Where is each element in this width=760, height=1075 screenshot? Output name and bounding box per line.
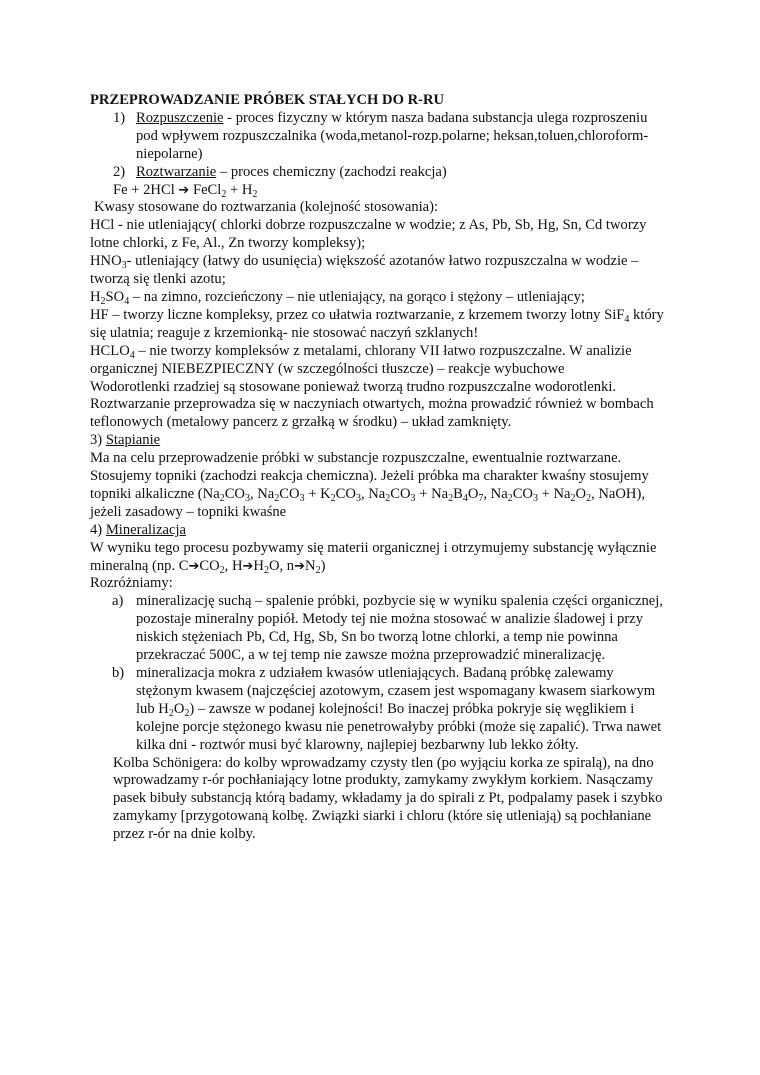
page-title: PRZEPROWADZANIE PRÓBEK STAŁYCH DO R-RU xyxy=(90,92,445,108)
term-roztwarzanie: Roztwarzanie xyxy=(136,163,217,180)
hydroxides-note: Wodorotlenki rzadziej są stosowane ponieważ tworzą trudno rozpuszczalne wodorotlenki. xyxy=(90,378,617,395)
term-mineralizacja: Mineralizacja xyxy=(105,521,187,538)
right-arrow-icon: ➔ xyxy=(242,558,254,574)
list-item-1: 1) Rozpuszczenie - proces fizyczny w którym nasza badana substancja ulega rozproszeniu pod wpływem rozpuszczalnika (woda,metanol-rozp.polarne; heksan,toluen,chloroform-niepolarne) xyxy=(90,110,670,164)
term-stapianie: Stapianie xyxy=(105,432,161,449)
right-arrow-icon: ➔ xyxy=(188,558,200,574)
acid-hno3: $HNO_3-$ utleniający (łatwy do usunięcia) większość azotanów łatwo rozpuszczalna w wodzie – tworzą się tlenki azotu; xyxy=(90,253,639,288)
section-4-heading: 4) Mineralizacja xyxy=(90,521,187,538)
wet-mineralization-text: mineralizacja mokra z udziałem kwasów utleniających. Badaną próbkę zalewamy stężonym kwasem (najczęściej azotowym, czasem jest wspomagany kwasem siarkowym lub $H_2O_2$) – zawsze w podanej kolejności! Bo inaczej próbka pokryje się węglikiem i kolejne porcje stężonego kwasu nie penetrowałyby próbki (może się zapalić). Trwa nawet kilka dni - roztwór musi być klarowny, najlepiej bezbarwny lub lekko żółty. xyxy=(136,665,662,753)
list-letter: a) xyxy=(112,593,124,610)
reaction-equation: Fe + 2HCl ➔ FeCl$_2$ + $H_2$ xyxy=(113,181,258,200)
term-rozpuszczenie: Rozpuszczenie xyxy=(136,109,224,126)
list-item-a xyxy=(90,593,670,665)
fusion-paragraph: Ma na celu przeprowadzenie próbki w substancje rozpuszczalne, ewentualnie roztwarzane. Stosujemy topniki (zachodzi reakcja chemiczna). Jeżeli próbka ma charakter kwaśny stosujemy topniki alkaliczne ($Na_2CO_3$, $Na_2CO_3 + K_2CO_3$, $Na_2CO_3 + Na_2B_4O_7$, $Na_2CO_3 + Na_2O_2$, NaOH), jeżeli zasadowy – topniki kwaśne xyxy=(90,450,649,520)
document-body xyxy=(90,92,670,844)
section-3-heading: 3) Stapianie xyxy=(90,432,161,449)
list-number: 1) xyxy=(113,109,126,126)
acids-intro: Kwasy stosowane do roztwarzania (kolejność stosowania): xyxy=(94,199,439,216)
right-arrow-icon: ➔ xyxy=(178,182,190,198)
acid-hcl: HCl - nie utleniający( chlorki dobrze rozpuszczalne w wodzie; z As, Pb, Sb, Hg, Sn, Cd tworzy lotne chlorki, z Fe, Al., Zn tworzy kompleksy); xyxy=(90,217,647,252)
flux-list: $Na_2CO_3$, $Na_2CO_3 + K_2CO_3$, $Na_2CO_3 + Na_2B_4O_7$, $Na_2CO_3 + Na_2O_2$, NaOH), jeżeli zasadowy – topniki kwaśne xyxy=(90,485,645,520)
list-item-2: 2) Roztwarzanie – proces chemiczny (zachodzi reakcja) xyxy=(90,164,670,182)
acid-hf: HF – tworzy liczne kompleksy, przez co ułatwia roztwarzanie, z krzemem tworzy lotny SiF$_4$ który się ulatnia; reaguje z krzemionką- nie stosować naczyń szklanych! xyxy=(90,306,664,341)
dissolution-note: Roztwarzanie przeprowadza się w naczyniach otwartych, można prowadzić również w bombach teflonowych (metalowy pancerz z grzałką w środku) – układ zamknięty. xyxy=(90,396,654,431)
distinguish-label: Rozróżniamy: xyxy=(90,575,173,592)
schoniger-flask-paragraph: Kolba Schönigera: do kolby wprowadzamy czysty tlen (po wyjąciu korka ze spiralą), na dno wprowadzamy r-ór pochłaniający lotne produkty, zamykamy zwykłym korkiem. Nasączamy pasek bibuły substancją którą badamy, wkładamy ja do spirali z Pt, podpalamy pasek i szybko zamykamy [przygotowaną kolbę. Związki siarki i chloru (które się utleniają) są pochłaniane przez r-ór na dnie kolby. xyxy=(113,754,663,843)
right-arrow-icon: ➔ xyxy=(294,558,306,574)
list-item-b xyxy=(90,665,670,755)
acid-hclo4: $HCLO_4$ – nie tworzy kompleksów z metalami, chlorany VII łatwo rozpuszczalne. W analizie organicznej NIEBEZPIECZNY (w szczególności tłuszcze) – reakcje wybuchowe xyxy=(90,342,632,377)
list-letter: b) xyxy=(112,665,125,681)
acid-h2so4: $H_2SO_4$ – na zimno, rozcieńczony – nie utleniający, na gorąco i stężony – utleniający; xyxy=(90,288,585,307)
list-number: 2) xyxy=(113,163,126,180)
dry-mineralization-text: mineralizację suchą – spalenie próbki, pozbycie się w wyniku spalenia części organicznej, pozostaje mineralny popiół. Metody tej nie można stosować w analizie śladowej i przy niskich stężeniach Pb, Cd, Hg, Sb, Sn bo tworzą lotne chlorki, a temp nie powinna przekraczać 500C, a w tej temp nie zawsze można przeprowadzić mineralizację. xyxy=(136,593,663,664)
mineralization-paragraph: W wyniku tego procesu pozbywamy się materii organicznej i otrzymujemy substancję wyłącznie mineralną (np. $C➔CO_2$, $H➔H_2O$, $n➔N_2$) xyxy=(90,539,657,576)
